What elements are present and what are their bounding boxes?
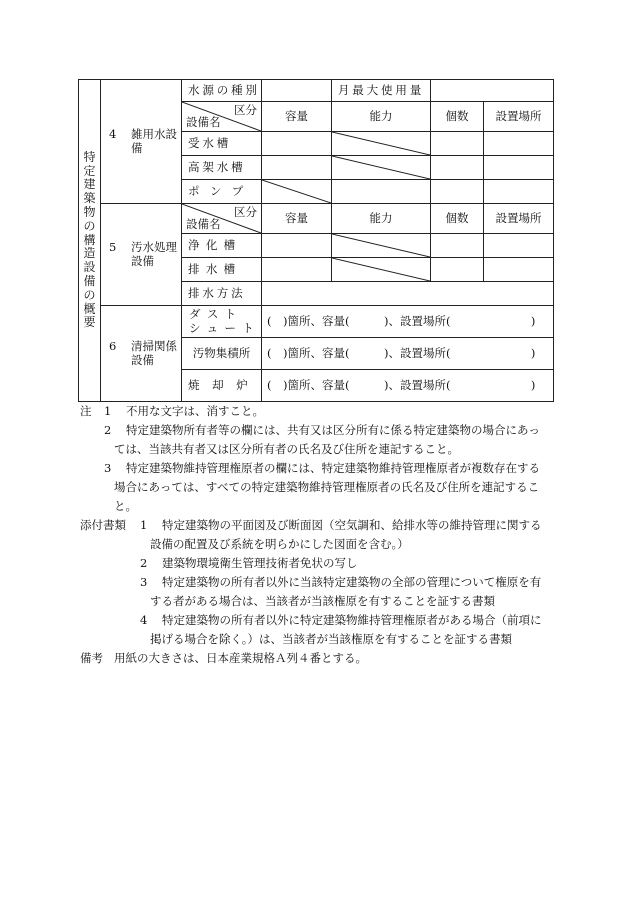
cell-location[interactable] [484,180,554,204]
cell-location[interactable] [484,234,554,258]
attachment-1-line1: 特定建築物の平面図及び断面図（空気調和、給排水等の維持管理に関する [162,518,542,532]
attachment-number: 4 [140,613,148,627]
na-diagonal [332,156,430,179]
col-location: 設置場所 [484,204,554,234]
na-diagonal [262,180,331,203]
row-label-drain-tank: 排水槽 [182,258,262,282]
row-label-waste-collection: 汚物集積所 [182,338,262,370]
remarks-label: 備考 [80,651,103,665]
attachment-3-line1: 特定建築物の所有者以外に当該特定建築物の全部の管理について権原を有 [162,575,542,589]
attachment-number: 3 [140,575,148,589]
row-label-septic-tank: 浄化槽 [182,234,262,258]
water-source-value[interactable] [262,80,332,102]
na-diagonal [332,132,430,155]
cell-capacity[interactable] [262,132,332,156]
incinerator-form[interactable]: ( )箇所、容量( )、設置場所( ) [262,370,554,402]
note-2-line2: ては、当該共有者又は区分所有者の氏名及び住所を連記すること。 [114,442,459,456]
group-title-line1: 汚水処理 [131,240,177,255]
attachment-number: 1 [140,518,148,532]
side-char: の [83,287,96,302]
side-char: 建 [83,177,96,192]
dust-line1: ダスト [189,307,243,322]
group-title-line1: 雑用水設 [131,127,177,142]
dust-chute-form[interactable]: ( )箇所、容量( )、設置場所( ) [262,306,554,338]
note-3-line3: と。 [114,499,137,513]
side-char: 要 [83,315,96,330]
side-char: 築 [83,191,96,206]
header-diagonal-cell [182,102,262,132]
note-3-line1: 特定建築物維持管理権原者の欄には、特定建築物維持管理権原者が複数存在する [126,461,540,475]
water-source-label: 水源の種別 [182,80,262,102]
side-char: 物 [83,205,96,219]
note-number: 1 [104,404,112,418]
col-count: 個数 [431,102,484,132]
side-char: 概 [83,301,96,316]
waste-collection-form[interactable]: ( )箇所、容量( )、設置場所( ) [262,338,554,370]
equipment-overview-table [78,79,554,402]
cell-ability-na [332,156,431,180]
col-count: 個数 [431,204,484,234]
side-char: 備 [83,273,96,288]
note-2-line1: 特定建築物所有者等の欄には、共有又は区分所有に係る特定建築物の場合にあっ [126,423,540,437]
max-usage-label: 月最大使用量 [332,80,431,102]
header-setsubi: 設備名 [186,114,221,129]
attachment-number: 2 [140,556,148,570]
group-number: 6 [109,339,117,354]
group-label-sewage [101,204,182,306]
group-number: 4 [109,127,117,142]
remarks-text: 用紙の大きさは、日本産業規格Ａ列４番とする。 [114,651,367,665]
group-title-line1: 清掃関係 [131,339,177,354]
col-capacity: 容量 [262,204,332,234]
side-char: 造 [83,246,96,261]
cell-ability-na [332,258,431,282]
cell-capacity[interactable] [262,258,332,282]
cell-location[interactable] [484,132,554,156]
cell-location[interactable] [484,156,554,180]
row-label-drain-method: 排水方法 [182,282,262,306]
row-label-receiving-tank: 受水槽 [182,132,262,156]
cell-count[interactable] [431,258,484,282]
attachment-2: 建築物環境衛生管理技術者免状の写し [162,556,358,570]
side-char: 設 [83,260,96,275]
note-number: 3 [104,461,112,475]
attachment-4-line1: 特定建築物の所有者以外に特定建築物維持管理権原者がある場合（前項に [162,613,542,627]
attachments-label: 添付書類 [80,518,126,532]
max-usage-value[interactable] [431,80,554,102]
note-number: 2 [104,423,112,437]
attachment-3-line2: する者がある場合は、当該者が当該権原を有することを証する書類 [150,594,495,608]
header-kubun: 区分 [234,205,257,219]
row-label-elevated-tank: 高架水槽 [182,156,262,180]
group-title-line2: 設備 [131,253,154,268]
col-ability: 能力 [332,204,431,234]
header-kubun: 区分 [234,103,257,117]
cell-ability-na [332,234,431,258]
header-setsubi: 設備名 [186,216,221,231]
col-capacity: 容量 [262,102,332,132]
side-char: 定 [83,163,96,178]
cell-location[interactable] [484,258,554,282]
group-label-misc-water [101,80,182,204]
cell-count[interactable] [431,180,484,204]
side-char: 構 [83,232,96,247]
row-label-dust-chute [182,306,262,338]
attachment-1-line2: 設備の配置及び系統を明らかにした図面を含む。） [150,537,409,551]
cell-capacity[interactable] [262,234,332,258]
side-char: 特 [83,149,96,164]
col-location: 設置場所 [484,102,554,132]
header-diagonal-cell [182,204,262,234]
na-diagonal [332,234,430,257]
group-label-cleaning [101,306,182,402]
side-label-structure-overview [79,80,101,402]
row-label-pump: ポンプ [182,180,262,204]
attachment-4-line2: 掲げる場合を除く。）は、当該者が当該権原を有することを証する書類 [150,632,513,646]
row-label-incinerator: 焼却炉 [182,370,262,402]
cell-count[interactable] [431,132,484,156]
group-number: 5 [109,240,117,255]
cell-capacity-na [262,180,332,204]
side-char: の [83,218,96,233]
cell-ability[interactable] [332,180,431,204]
dust-line2: シュート [189,320,261,335]
drain-method-value[interactable] [262,282,554,306]
notes-label: 注 [80,404,92,418]
cell-count[interactable] [431,234,484,258]
note-3-line2: 場合にあっては、すべての特定建築物維持管理権原者の氏名及び住所を連記するこ [114,480,540,494]
cell-count[interactable] [431,156,484,180]
group-title-line2: 設備 [131,352,154,367]
na-diagonal [332,258,430,281]
group-title-line2: 備 [131,140,143,155]
cell-ability-na [332,132,431,156]
cell-capacity[interactable] [262,156,332,180]
note-1: 不用な文字は、消すこと。 [126,404,264,418]
col-ability: 能力 [332,102,431,132]
